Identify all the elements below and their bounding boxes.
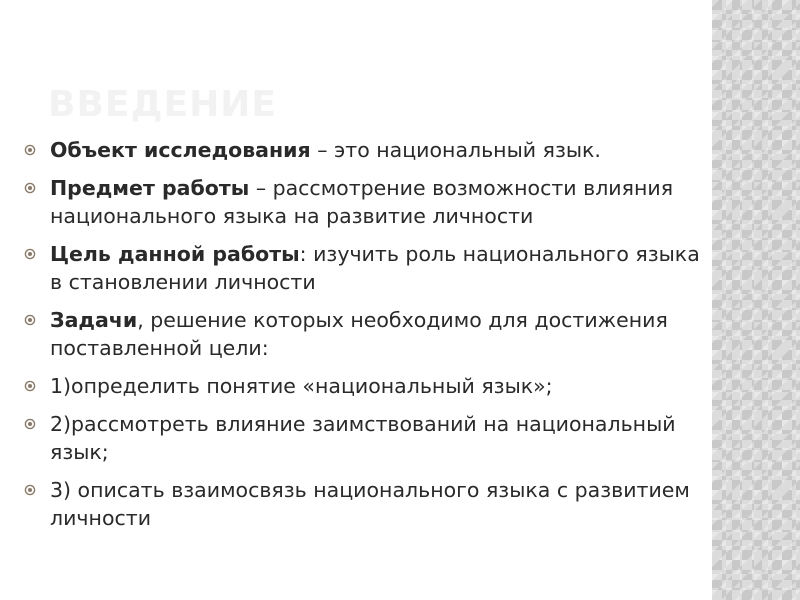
list-item [22,372,712,400]
item-bold-text: Объект исследования [50,138,311,162]
circled-dot-icon [24,314,36,326]
bullet-list [22,136,712,542]
item-text: : изучить роль национального языка в становлении личности [50,242,700,294]
item-text: , решение которых необходимо для достижения поставленной цели: [50,308,668,360]
decorative-side-pattern [712,0,800,600]
item-text: – это национальный язык. [310,138,601,162]
list-item [22,240,712,296]
list-item [22,410,712,466]
list-item [22,476,712,532]
circled-dot-icon [24,418,36,430]
item-text: 2)рассмотреть влияние заимствований на национальный язык; [50,412,676,464]
item-bold-text: Цель данной работы [50,242,300,266]
circled-dot-icon [24,248,36,260]
item-text: 3) описать взаимосвязь национального языка с развитием личности [50,478,690,530]
item-text: 1)определить понятие «национальный язык»; [50,374,553,398]
circled-dot-icon [24,484,36,496]
circled-dot-icon [24,144,36,156]
list-item [22,306,712,362]
slide-title: ВВЕДЕНИЕ [48,84,277,125]
list-item [22,174,712,230]
item-bold-text: Задачи [50,308,138,332]
item-bold-text: Предмет работы [50,176,250,200]
list-item [22,136,712,164]
circled-dot-icon [24,182,36,194]
item-text: – рассмотрение возможности влияния национального языка на развитие личности [50,176,674,228]
circled-dot-icon [24,380,36,392]
